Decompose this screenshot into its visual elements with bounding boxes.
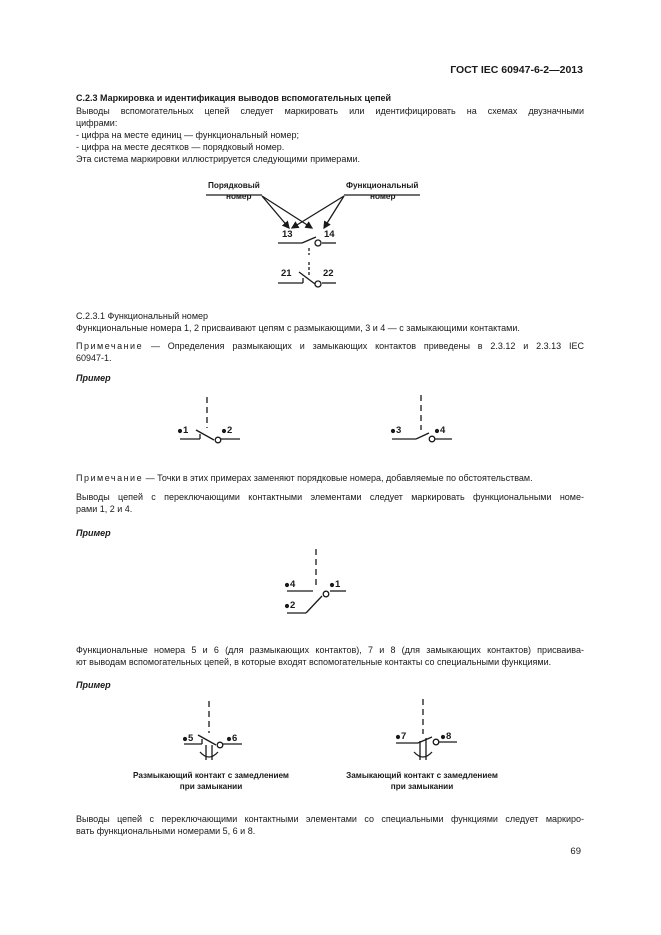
document-id: ГОСТ IEC 60947-6-2—2013 [450, 64, 583, 76]
diagram1-make-contact [278, 237, 336, 255]
terminal-21: 21 [281, 268, 292, 279]
section-c23-title: С.2.3 Маркировка и идентификация выводов вспомогательных цепей [76, 93, 392, 103]
example1-break-contact [180, 397, 240, 443]
label-functional-number: Функциональный [346, 181, 419, 190]
terminal-6: 6 [232, 733, 238, 744]
bullet-units: - цифра на месте единиц — функциональный номер; [76, 130, 299, 140]
section-c231-p3-line1: Функциональные номера 5 и 6 (для размыкающих контактов), 7 и 8 (для замыкающих контактов) присваива- [76, 645, 584, 655]
section-c23-p1-line2: цифрами: [76, 118, 118, 128]
section-c231-title: С.2.3.1 Функциональный номер [76, 311, 209, 321]
terminal-c1: 1 [335, 579, 341, 590]
terminal-4: 4 [440, 425, 446, 436]
section-c23-p1-line1: Выводы вспомогательных цепей следует маркировать или идентифицировать на схемах двузначными [76, 106, 584, 116]
example3-delayed-make-contact [396, 699, 457, 760]
terminal-22: 22 [323, 268, 334, 279]
terminal-5: 5 [188, 733, 194, 744]
note2-text: — Точки в этих примерах заменяют порядковые номера, добавляемые по обстоятельствам. [143, 473, 533, 483]
arrow-from-functional-2 [292, 196, 344, 228]
terminal-13: 13 [282, 229, 293, 240]
label-ordinal-number-2: номер [226, 192, 252, 201]
caption-left-line2: при замыкании [179, 782, 243, 791]
example1-make-contact [392, 395, 452, 442]
bullet-tens: - цифра на месте десятков — порядковый номер. [76, 142, 285, 152]
arrow-from-functional-1 [324, 196, 344, 228]
terminal-3: 3 [396, 425, 402, 436]
section-c231-p2-line1: Выводы цепей с переключающими контактными элементами следует маркировать функциональными номе- [76, 492, 584, 502]
note1-word: Примечание [76, 341, 144, 351]
note2-word: Примечание [76, 473, 144, 483]
example-label-3: Пример [76, 680, 111, 690]
page-number: 69 [570, 846, 581, 857]
terminal-7: 7 [401, 731, 407, 742]
example3-delayed-break-contact [184, 701, 242, 760]
terminal-14: 14 [324, 229, 335, 240]
section-c231-p3-line2: ют выводам вспомогательных цепей, в которые входят вспомогательные контакты со специальными функциями. [76, 657, 552, 667]
section-c23-p2: Эта система маркировки иллюстрируется следующими примерами. [76, 154, 361, 164]
note1-line2: 60947-1. [76, 353, 112, 363]
label-functional-number-2: номер [370, 192, 396, 201]
terminal-c2: 2 [290, 600, 296, 611]
terminal-c4: 4 [290, 579, 296, 590]
example-label-1: Пример [76, 373, 111, 383]
arrow-to-13 [262, 196, 289, 228]
caption-left-line1: Размыкающий контакт с замедлением [133, 771, 289, 780]
arrow-to-14 [262, 196, 312, 228]
example-label-2: Пример [76, 528, 111, 538]
terminal-8: 8 [446, 731, 452, 742]
caption-right-line2: при замыкании [390, 782, 454, 791]
section-c231-p2-line2: рами 1, 2 и 4. [76, 504, 133, 514]
terminal-1: 1 [183, 425, 189, 436]
label-ordinal-number: Порядковый [208, 181, 260, 190]
diagram1-arrows [206, 195, 420, 228]
terminal-2: 2 [227, 425, 233, 436]
example2-changeover-contact [287, 549, 346, 613]
section-c231-p1: Функциональные номера 1, 2 присваивают цепям с размыкающими, 3 и 4 — с замыкающими контактами. [76, 323, 520, 333]
terminal-dots [178, 429, 445, 741]
final-p-line2: вать функциональными номерами 5, 6 и 8. [76, 826, 256, 836]
final-p-line1: Выводы цепей с переключающими контактными элементами со специальными функциями следует маркиро- [76, 814, 584, 824]
note1-text: — Определения размыкающих и замыкающих контактов приведены в 2.3.12 и 2.3.13 IEC [143, 341, 584, 351]
caption-right-line1: Замыкающий контакт с замедлением [346, 771, 498, 780]
diagram1-break-contact [278, 262, 336, 287]
